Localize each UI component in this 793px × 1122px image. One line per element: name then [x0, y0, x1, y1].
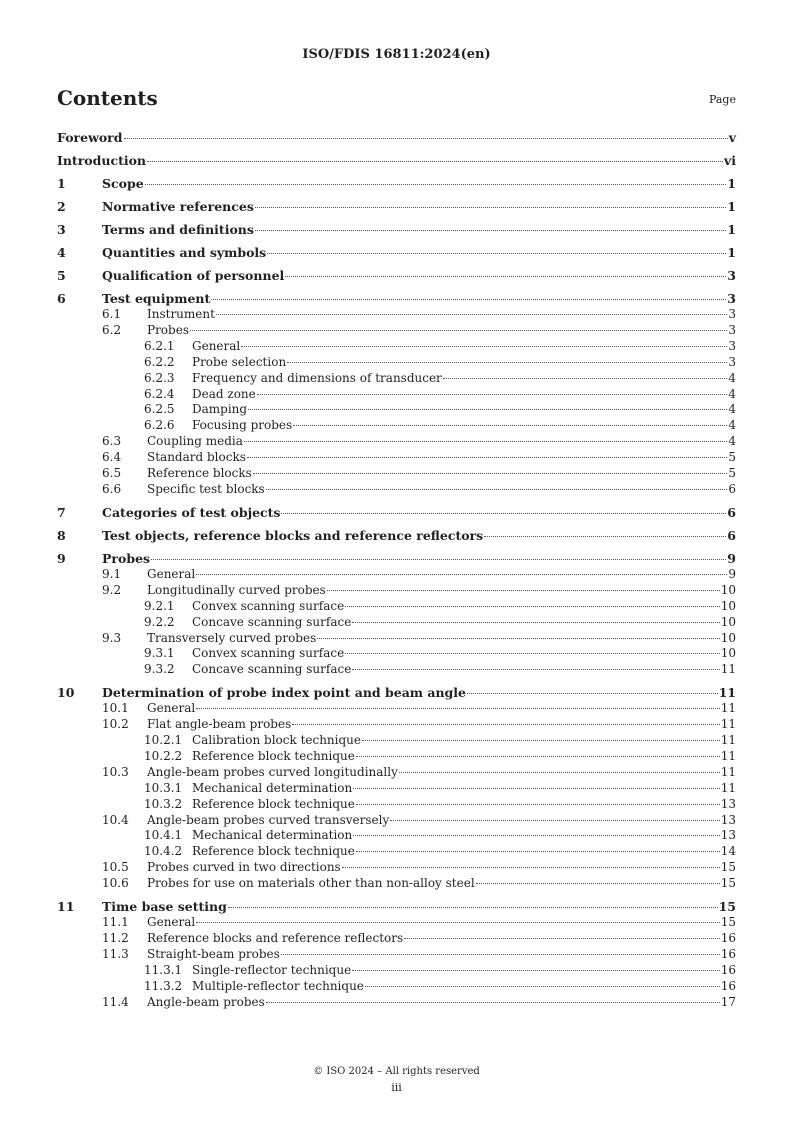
toc-entry[interactable]	[57, 434, 736, 450]
dot-leader	[356, 756, 720, 757]
dot-leader	[484, 536, 726, 537]
toc-entry-title: Transversely curved probes	[147, 630, 317, 645]
toc-entry-page: 13	[720, 828, 736, 843]
toc-entry-page: 16	[720, 946, 736, 961]
toc-entry-title: Terms and definitions	[102, 222, 254, 237]
toc-entry-title: Foreword	[57, 130, 123, 145]
toc-entry-number: 10.5	[102, 860, 129, 875]
dot-leader	[353, 788, 719, 789]
toc-entry[interactable]	[57, 152, 736, 169]
toc-entry-title: Reference blocks and reference reflectors	[147, 931, 404, 945]
dot-leader	[147, 161, 723, 162]
toc-entry-page: 16	[720, 978, 736, 993]
toc-entry[interactable]	[57, 307, 736, 323]
dot-leader	[287, 362, 727, 363]
toc-entry-title: Time base setting	[102, 899, 227, 915]
dot-leader	[255, 230, 726, 231]
toc-entry-title: Probes	[147, 322, 189, 337]
toc-entry-number: 6.2.3	[144, 370, 175, 385]
toc-entry-page: 1	[727, 176, 736, 191]
toc-entry-page: 16	[720, 931, 736, 945]
toc-entry-page: 4	[728, 434, 736, 449]
toc-entry-page: 11	[720, 717, 736, 732]
toc-entry[interactable]	[57, 267, 736, 284]
dot-leader	[356, 851, 720, 852]
dot-leader	[145, 184, 727, 185]
toc-entry[interactable]	[57, 860, 736, 876]
toc-entry-title: Damping	[192, 402, 248, 417]
toc-entry-page: 13	[720, 812, 736, 827]
page-column-label: Page	[708, 93, 736, 106]
toc-entry-number: 10.6	[102, 876, 129, 891]
toc-entry-number: 11.1	[102, 915, 129, 930]
toc-entry-number: 11.4	[102, 994, 129, 1009]
dot-leader	[317, 638, 719, 639]
toc-entry[interactable]	[57, 290, 736, 307]
toc-entry-number: 9.3.2	[144, 662, 175, 677]
toc-entry-number: 6.2.6	[144, 418, 175, 433]
toc-entry[interactable]	[57, 244, 736, 261]
toc-entry-title: Concave scanning surface	[192, 662, 352, 677]
dot-leader	[352, 622, 719, 623]
toc-entry-title: Calibration block technique	[192, 733, 362, 748]
dot-leader	[267, 253, 726, 254]
toc-entry-title: Quantities and symbols	[102, 245, 267, 260]
toc-entry-title: General	[147, 566, 196, 581]
toc-entry-number: 1	[57, 176, 66, 191]
dot-leader	[266, 1002, 720, 1003]
toc-entry[interactable]	[57, 450, 736, 466]
toc-entry[interactable]	[57, 749, 736, 765]
toc-entry-number: 11.3	[102, 946, 129, 961]
toc-entry-number: 9.2.2	[144, 614, 175, 629]
toc-entry-title: Standard blocks	[147, 450, 246, 465]
toc-entry-number: 9.3	[102, 630, 122, 645]
toc-entry-number: 6.4	[102, 450, 122, 465]
page-number: iii	[391, 1081, 402, 1094]
toc-entry-page: 15	[720, 915, 736, 930]
toc-entry-number: 9.2.1	[144, 598, 175, 613]
toc-entry[interactable]	[57, 221, 736, 238]
toc-entry-title: Instrument	[147, 307, 215, 321]
toc-entry-title: Convex scanning surface	[192, 598, 345, 613]
toc-entry[interactable]	[57, 701, 736, 717]
dot-leader	[356, 804, 720, 805]
toc-entry[interactable]	[57, 915, 736, 931]
toc-entry[interactable]	[57, 684, 736, 701]
toc-entry[interactable]	[57, 339, 736, 355]
toc-entry-page: 11	[718, 685, 736, 701]
toc-entry-page: 11	[720, 701, 736, 716]
toc-entry[interactable]	[57, 898, 736, 915]
toc-entry-title: General	[147, 915, 196, 930]
toc-entry-page: 11	[720, 748, 736, 763]
toc-entry-number: 3	[57, 222, 66, 237]
toc-entry-page: 10	[720, 614, 736, 629]
toc-entry-page: 10	[720, 630, 736, 645]
toc-entry-title: General	[192, 338, 241, 353]
dot-leader	[124, 138, 728, 139]
toc-entry-title: Test equipment	[102, 291, 211, 306]
toc-entry-number: 6.2.5	[144, 402, 175, 417]
dot-leader	[293, 425, 727, 426]
toc-entry-title: Angle-beam probes	[147, 994, 265, 1009]
dot-leader	[345, 606, 720, 607]
toc-entry[interactable]	[57, 387, 736, 403]
toc-entry-title: Probe selection	[192, 354, 287, 369]
toc-entry-number: 9.3.1	[144, 646, 175, 661]
toc-entry[interactable]	[57, 175, 736, 192]
toc-entry-number: 6.3	[102, 434, 122, 449]
dot-leader	[257, 394, 728, 395]
toc-entry-number: 6.2.2	[144, 354, 175, 369]
toc-entry-page: 9	[727, 550, 736, 566]
toc-entry-page: 6	[727, 504, 736, 520]
toc-entry-page: 3	[728, 338, 736, 353]
toc-entry-title: Probes	[102, 550, 151, 566]
dot-leader	[353, 835, 719, 836]
toc-entry[interactable]	[57, 482, 736, 498]
toc-entry-title: Test objects, reference blocks and reference reflectors	[102, 527, 484, 543]
toc-entry-page: 4	[728, 418, 736, 433]
toc-entry-number: 2	[57, 199, 66, 214]
toc-entry-page: 11	[720, 764, 736, 779]
toc-entry-page: 10	[720, 598, 736, 613]
toc-entry-page: 4	[728, 370, 736, 385]
toc-entry[interactable]	[57, 615, 736, 631]
toc-entry-title: Frequency and dimensions of transducer	[192, 370, 442, 385]
toc-entry[interactable]	[57, 599, 736, 615]
toc-entry-number: 7	[57, 504, 66, 520]
toc-entry-number: 6.2	[102, 322, 122, 337]
toc-entry-title: Probes curved in two directions	[147, 860, 341, 875]
dot-leader	[211, 299, 726, 300]
dot-leader	[151, 559, 726, 560]
toc-entry-page: 1	[727, 199, 736, 214]
toc-entry-number: 10.3	[102, 764, 129, 779]
toc-entry-title: Reference block technique	[192, 844, 355, 859]
toc-entry-number: 11.3.2	[144, 978, 183, 993]
toc-entry-number: 10.2	[102, 717, 129, 732]
dot-leader	[281, 513, 726, 514]
dot-leader	[281, 954, 720, 955]
toc-entry-page: 13	[720, 796, 736, 811]
toc-entry[interactable]	[57, 402, 736, 418]
dot-leader	[255, 207, 726, 208]
toc-entry[interactable]	[57, 550, 736, 567]
toc-entry-title: Reference block technique	[192, 748, 355, 763]
toc-entry-number: 9	[57, 550, 66, 566]
toc-entry-number: 6.1	[102, 307, 122, 321]
toc-entry-title: Angle-beam probes curved longitudinally	[147, 764, 398, 779]
toc-entry-title: Longitudinally curved probes	[147, 582, 326, 597]
toc-entry-title: Convex scanning surface	[192, 646, 345, 661]
toc-entry-title: Scope	[102, 176, 144, 191]
toc-entry-title: Coupling media	[147, 434, 243, 449]
toc-entry[interactable]	[57, 947, 736, 963]
dot-leader	[248, 409, 727, 410]
toc-entry[interactable]	[57, 583, 736, 599]
toc-entry-number: 10.3.1	[144, 780, 183, 795]
toc-entry-page: 6	[727, 527, 736, 543]
toc-entry-number: 9.1	[102, 566, 122, 581]
toc-entry-page: 3	[727, 268, 736, 283]
toc-entry-number: 5	[57, 268, 66, 283]
dot-leader	[228, 907, 718, 908]
toc-entry-page: v	[728, 130, 736, 145]
toc-entry-title: Specific test blocks	[147, 481, 265, 496]
toc-entry[interactable]	[57, 646, 736, 662]
toc-entry-number: 11.3.1	[144, 962, 183, 977]
dot-leader	[247, 457, 727, 458]
toc-entry[interactable]	[57, 504, 736, 521]
toc-entry-page: 4	[728, 402, 736, 417]
toc-entry-number: 4	[57, 245, 66, 260]
toc-entry[interactable]	[57, 828, 736, 844]
toc-entry-number: 6.2.1	[144, 338, 175, 353]
toc-entry-title: Mechanical determination	[192, 828, 353, 843]
toc-entry-page: 15	[718, 899, 736, 915]
toc-entry-title: Categories of test objects	[102, 504, 281, 520]
table-of-contents	[57, 129, 736, 1011]
document-header: ISO/FDIS 16811:2024(en)	[302, 47, 491, 62]
toc-entry[interactable]	[57, 198, 736, 215]
toc-entry[interactable]	[57, 355, 736, 371]
toc-entry-title: Angle-beam probes curved transversely	[147, 812, 390, 827]
toc-entry-number: 10.2.1	[144, 733, 183, 748]
toc-entry-number: 6	[57, 291, 66, 306]
dot-leader	[467, 693, 718, 694]
toc-entry-page: 1	[727, 222, 736, 237]
toc-entry-title: Reference block technique	[192, 796, 355, 811]
toc-entry-title: General	[147, 701, 196, 716]
toc-entry[interactable]	[57, 371, 736, 387]
toc-entry-title: Single-reflector technique	[192, 962, 352, 977]
toc-entry-page: 10	[720, 646, 736, 661]
toc-entry[interactable]	[57, 995, 736, 1011]
dot-leader	[190, 330, 727, 331]
toc-entry[interactable]	[57, 963, 736, 979]
toc-entry-number: 11.2	[102, 931, 129, 945]
dot-leader	[327, 590, 720, 591]
toc-entry-page: 4	[728, 386, 736, 401]
toc-entry-page: 16	[720, 962, 736, 977]
toc-entry-page: 17	[720, 994, 736, 1009]
toc-entry[interactable]	[57, 567, 736, 583]
toc-entry[interactable]	[57, 527, 736, 544]
toc-entry-page: vi	[723, 153, 736, 168]
toc-entry-number: 10.4.2	[144, 844, 183, 859]
dot-leader	[196, 574, 727, 575]
toc-entry[interactable]	[57, 662, 736, 678]
toc-entry-title: Dead zone	[192, 386, 256, 401]
dot-leader	[390, 820, 719, 821]
toc-entry-page: 11	[720, 662, 736, 677]
dot-leader	[196, 708, 719, 709]
dot-leader	[404, 938, 720, 939]
toc-entry[interactable]	[57, 813, 736, 829]
toc-entry[interactable]	[57, 931, 736, 947]
copyright-notice: © ISO 2024 – All rights reserved	[313, 1066, 480, 1077]
toc-entry[interactable]	[57, 979, 736, 995]
dot-leader	[241, 346, 727, 347]
toc-entry-title: Determination of probe index point and beam angle	[102, 685, 466, 701]
dot-leader	[342, 867, 720, 868]
toc-entry-page: 3	[728, 322, 736, 337]
toc-entry-number: 9.2	[102, 582, 122, 597]
dot-leader	[216, 314, 727, 315]
toc-entry-title: Straight-beam probes	[147, 946, 280, 961]
toc-entry[interactable]	[57, 797, 736, 813]
toc-entry[interactable]	[57, 733, 736, 749]
toc-entry-title: Probes for use on materials other than non-alloy steel	[147, 876, 475, 891]
dot-leader	[285, 276, 726, 277]
dot-leader	[352, 669, 719, 670]
toc-entry-title: Concave scanning surface	[192, 614, 352, 629]
dot-leader	[362, 740, 720, 741]
toc-entry[interactable]	[57, 323, 736, 339]
toc-entry-page: 11	[720, 733, 736, 748]
toc-entry-number: 6.6	[102, 481, 122, 496]
dot-leader	[352, 970, 720, 971]
toc-entry[interactable]	[57, 418, 736, 434]
toc-entry-page: 15	[720, 876, 736, 891]
dot-leader	[266, 489, 728, 490]
toc-entry-page: 10	[720, 582, 736, 597]
toc-entry-page: 6	[728, 481, 736, 496]
toc-entry-title: Flat angle-beam probes	[147, 717, 292, 732]
toc-entry-title: Multiple-reflector technique	[192, 978, 364, 993]
toc-entry[interactable]	[57, 844, 736, 860]
toc-entry-title: Qualification of personnel	[102, 268, 285, 283]
toc-entry-number: 8	[57, 527, 66, 543]
toc-entry[interactable]	[57, 781, 736, 797]
toc-entry[interactable]	[57, 717, 736, 733]
toc-entry-page: 15	[720, 860, 736, 875]
toc-entry[interactable]	[57, 129, 736, 146]
toc-entry-page: 1	[727, 245, 736, 260]
toc-entry-number: 6.5	[102, 466, 122, 481]
toc-entry[interactable]	[57, 765, 736, 781]
dot-leader	[292, 724, 719, 725]
toc-entry-title: Reference blocks	[147, 466, 252, 481]
dot-leader	[476, 883, 720, 884]
toc-entry-number: 10	[57, 685, 75, 701]
toc-entry-title: Introduction	[57, 153, 147, 168]
toc-entry[interactable]	[57, 466, 736, 482]
toc-entry-title: Mechanical determination	[192, 780, 353, 795]
toc-entry-number: 10.3.2	[144, 796, 183, 811]
toc-entry-number: 11	[57, 899, 75, 915]
toc-entry[interactable]	[57, 631, 736, 647]
dot-leader	[365, 986, 720, 987]
toc-entry-page: 9	[728, 566, 736, 581]
dot-leader	[399, 772, 720, 773]
toc-entry[interactable]	[57, 876, 736, 892]
toc-entry-number: 10.2.2	[144, 748, 183, 763]
toc-entry-page: 3	[728, 307, 736, 321]
toc-entry-number: 6.2.4	[144, 386, 175, 401]
dot-leader	[196, 922, 719, 923]
toc-entry-number: 10.1	[102, 701, 129, 716]
toc-entry-page: 3	[727, 291, 736, 306]
dot-leader	[345, 653, 720, 654]
dot-leader	[244, 441, 727, 442]
dot-leader	[253, 473, 728, 474]
page-footer	[0, 1066, 793, 1094]
page-title: Contents	[57, 86, 158, 110]
toc-entry-page: 3	[728, 354, 736, 369]
toc-entry-page: 14	[720, 844, 736, 859]
toc-entry-page: 5	[728, 466, 736, 481]
toc-entry-title: Normative references	[102, 199, 254, 214]
toc-entry-page: 11	[720, 780, 736, 795]
toc-entry-number: 10.4	[102, 812, 129, 827]
toc-entry-title: Focusing probes	[192, 418, 293, 433]
toc-entry-number: 10.4.1	[144, 828, 183, 843]
toc-entry-page: 5	[728, 450, 736, 465]
dot-leader	[443, 378, 728, 379]
